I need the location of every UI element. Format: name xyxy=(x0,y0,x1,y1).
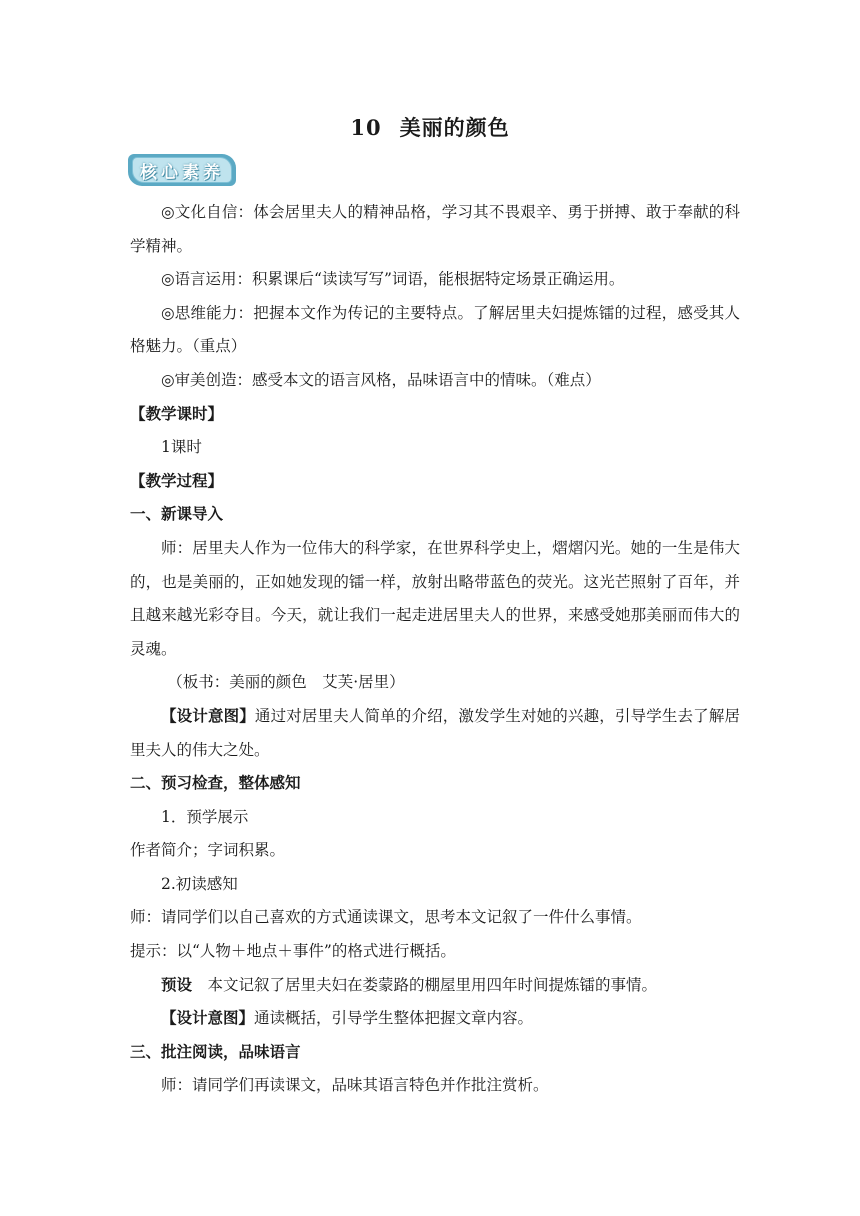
core-literacy-badge-icon xyxy=(128,154,236,186)
section2-hint: 提示：以“人物＋地点＋事件”的格式进行概括。 xyxy=(130,942,456,961)
process-heading: 【教学过程】 xyxy=(130,471,224,490)
section1-design-label: 【设计意图】 xyxy=(161,706,255,725)
goal-culture: ◎文化自信：体会居里夫人的精神品格，学习其不畏艰辛、勇于拼搏、敢于奉献的科学精神。 xyxy=(130,203,740,255)
section2-design-text: 通读概括，引导学生整体把握文章内容。 xyxy=(254,1009,534,1028)
section2-design-label: 【设计意图】 xyxy=(161,1009,255,1028)
lesson-title xyxy=(0,112,860,142)
section2-preset-text: 本文记叙了居里夫妇在娄蒙路的棚屋里用四年时间提炼镭的事情。 xyxy=(207,975,658,994)
section1-design-text: 通过对居里夫人简单的介绍，激发学生对她的兴趣，引导学生去了解居里夫人的伟大之处。 xyxy=(130,706,740,759)
section2-preset xyxy=(130,969,740,1003)
section2-heading: 二、预习检查，整体感知 xyxy=(130,774,301,793)
section1-board-note: （板书：美丽的颜色 艾芙·居里） xyxy=(167,673,405,692)
class-hours-heading: 【教学课时】 xyxy=(130,404,224,423)
badge-label: 核心素养 xyxy=(140,163,224,183)
section2-item1-text: 作者简介；字词积累。 xyxy=(130,841,286,860)
goal-language: ◎语言运用：积累课后“读读写写”词语，能根据特定场景正确运用。 xyxy=(161,270,625,289)
section1-teacher-text: 师：居里夫人作为一位伟大的科学家，在世界科学史上，熠熠闪光。她的一生是伟大的，也是美丽的，正如她发现的镭一样，放射出略带蓝色的荧光。这光芒照射了百年，并且越来越光彩夺目。今天，就让我们一起走进居里夫人的世界，来感受她那美丽而伟大的灵魂。 xyxy=(130,538,740,658)
section2-design-intent xyxy=(130,1002,740,1036)
section1-heading: 一、新课导入 xyxy=(130,505,224,524)
section2-item1: 1．预学展示 xyxy=(161,807,249,826)
lesson-title-text: 美丽的颜色 xyxy=(399,116,510,140)
section2-teacher-text: 师：请同学们以自己喜欢的方式通读课文，思考本文记叙了一件什么事情。 xyxy=(130,908,642,927)
section1-design-intent xyxy=(130,700,740,767)
section2-preset-label: 预设 xyxy=(161,975,193,994)
class-hours-value: 1课时 xyxy=(161,438,202,457)
lesson-number: 10 xyxy=(350,115,382,140)
section3-heading: 三、批注阅读，品味语言 xyxy=(130,1042,301,1061)
goal-thinking: ◎思维能力：把握本文作为传记的主要特点。了解居里夫妇提炼镭的过程，感受其人格魅力。（重点） xyxy=(130,303,740,356)
section2-item2: 2.初读感知 xyxy=(161,874,238,893)
section3-teacher-text: 师：请同学们再读课文，品味其语言特色并作批注赏析。 xyxy=(161,1076,549,1095)
document-body xyxy=(130,196,740,1103)
goal-aesthetic: ◎审美创造：感受本文的语言风格，品味语言中的情味。（难点） xyxy=(161,370,601,389)
